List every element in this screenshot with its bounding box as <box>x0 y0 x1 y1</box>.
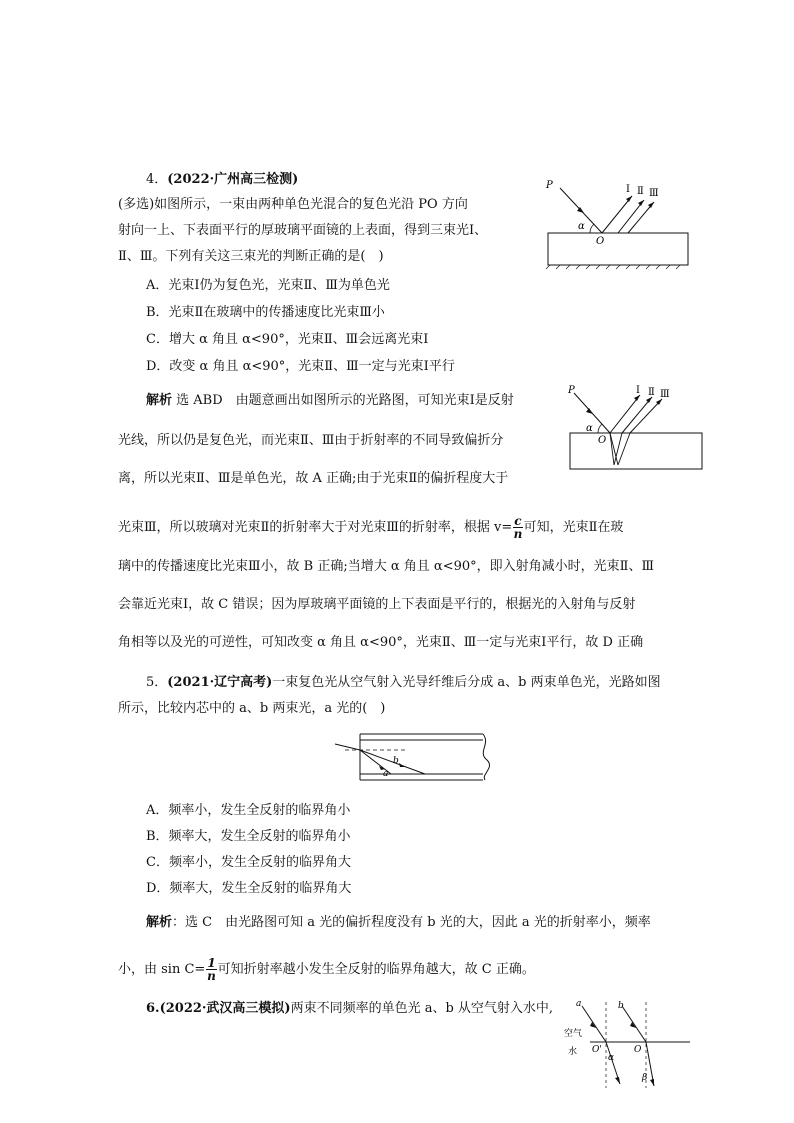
q4-analysis-fig-label-1: Ⅰ <box>636 385 640 396</box>
q5-analysis-line1: 解析：选 C 由光路图可知 a 光的偏折程度没有 b 光的大，因此 a 光的折射率小，频率 <box>146 915 651 930</box>
q5-option-b: B．频率大，发生全反射的临界角小 <box>146 829 351 844</box>
q4-fig-label-o: O <box>596 236 605 247</box>
q5-option-d: D．频率大，发生全反射的临界角大 <box>146 881 352 896</box>
q4-number: 4． <box>146 172 168 187</box>
q6-fig-label-o2: O <box>634 1045 642 1055</box>
q4-option-a: A．光束Ⅰ仍为复色光，光束Ⅱ、Ⅲ为单色光 <box>146 278 390 293</box>
q6-number: 6. <box>146 1001 160 1016</box>
q6-figure <box>562 998 692 1093</box>
q6-stem-line1: 6.(2022·武汉高三模拟)两束不同频率的单色光 a、b 从空气射入水中, <box>146 1001 554 1016</box>
q4-analysis-line5: 璃中的传播速度比光束Ⅲ小，故 B 正确;当增大 α 角且 α<90°，即入射角减小时，光束Ⅱ、Ⅲ <box>118 559 654 574</box>
q6-fig-label-o1: O' <box>592 1045 602 1055</box>
q5-number: 5． <box>146 675 168 690</box>
q6-fig-label-b: b <box>618 1001 624 1011</box>
q4-fig-label-1: Ⅰ <box>626 184 630 195</box>
q4-analysis-line2: 光线，所以仍是复色光，而光束Ⅱ、Ⅲ由于折射率的不同导致偏折分 <box>118 433 504 448</box>
q6-fig-label-water: 水 <box>568 1047 578 1057</box>
q4-fraction-c-over-n: $\frac{c}{n}$ <box>513 514 523 541</box>
q6-fig-label-beta: β <box>642 1073 648 1083</box>
q6-fig-label-air: 空气 <box>564 1029 583 1039</box>
q5-analysis-line2: 小，由 sin C= $\frac{1}{n}$ 可知折射率越小发生全反射的临界角越大，故 C 正确。 <box>118 956 535 983</box>
q4-analysis-fig-label-3: Ⅲ <box>660 389 670 400</box>
q5-analysis-label: 解析 <box>146 915 173 930</box>
q5-figure <box>305 726 505 798</box>
q4-analysis-fig-label-alpha: α <box>586 423 593 434</box>
q6-source: (2022·武汉高三模拟) <box>159 1001 291 1016</box>
q4-option-c: C．增大 α 角且 α<90°，光束Ⅱ、Ⅲ会远离光束Ⅰ <box>146 332 429 347</box>
q4-option-d: D．改变 α 角且 α<90°，光束Ⅱ、Ⅲ一定与光束Ⅰ平行 <box>146 359 455 374</box>
q4-analysis-line3: 离，所以光束Ⅱ、Ⅲ是单色光，故 A 正确;由于光束Ⅱ的偏折程度大于 <box>118 471 509 486</box>
q4-analysis-label: 解析 <box>146 393 173 408</box>
q4-analysis-fig-label-o: O <box>598 435 607 446</box>
q4-analysis-line6: 会靠近光束Ⅰ，故 C 错误；因为厚玻璃平面镜的上下表面是平行的，根据光的入射角与反射 <box>118 597 636 612</box>
q4-analysis-fig-label-p: P <box>568 385 575 396</box>
q4-fig-label-p: P <box>546 180 553 191</box>
q4-analysis-line7: 角相等以及光的可逆性，可知改变 α 角且 α<90°，光束Ⅱ、Ⅲ一定与光束Ⅰ平行，故 D 正确 <box>118 635 644 650</box>
q4-stem-line1: (多选)如图所示，一束由两种单色光混合的复色光沿 PO 方向 <box>118 197 468 212</box>
q4-header <box>146 171 298 189</box>
q6-fig-label-alpha: α <box>608 1053 615 1063</box>
q5-option-c: C．频率小，发生全反射的临界角大 <box>146 855 351 870</box>
q5-fig-label-b: b <box>393 756 399 766</box>
q4-fig-label-3: Ⅲ <box>649 188 659 199</box>
q4-option-b: B．光束Ⅱ在玻璃中的传播速度比光束Ⅲ小 <box>146 305 385 320</box>
q4-source: (2022·广州高三检测) <box>167 172 299 187</box>
q4-analysis-line4: 光束Ⅲ，所以玻璃对光束Ⅱ的折射率大于对光束Ⅲ的折射率，根据 v= $\frac{c}{n}$ 可知，光束Ⅱ在玻 <box>118 514 624 541</box>
q4-stem-line2: 射向一上、下表面平行的厚玻璃平面镜的上表面，得到三束光Ⅰ、 <box>118 223 488 238</box>
q4-analysis-fig-label-2: Ⅱ <box>648 387 655 398</box>
q5-stem-line2: 所示，比较内芯中的 a、b 两束光，a 光的( ) <box>118 701 386 716</box>
q4-figure-top <box>540 178 700 268</box>
q4-fig-label-2: Ⅱ <box>637 186 644 197</box>
q4-analysis-line1: 解析 选 ABD 由题意画出如图所示的光路图，可知光束Ⅰ是反射 <box>146 393 514 408</box>
q5-option-a: A．频率小，发生全反射的临界角小 <box>146 803 351 818</box>
q5-fraction-1-over-n: $\frac{1}{n}$ <box>207 956 216 983</box>
q6-fig-label-a: a <box>576 999 582 1009</box>
q5-stem-line1: 5．(2021·辽宁高考)一束复色光从空气射入光导纤维后分成 a、b 两束单色光，光路如图 <box>146 675 661 690</box>
q5-source: (2021·辽宁高考) <box>167 675 273 690</box>
q4-fig-label-alpha: α <box>578 221 585 232</box>
q4-stem-line3: Ⅱ、Ⅲ。下列有关这三束光的判断正确的是( ) <box>118 249 384 264</box>
q4-figure-analysis <box>560 385 720 475</box>
q5-fig-label-a: a <box>383 769 389 779</box>
